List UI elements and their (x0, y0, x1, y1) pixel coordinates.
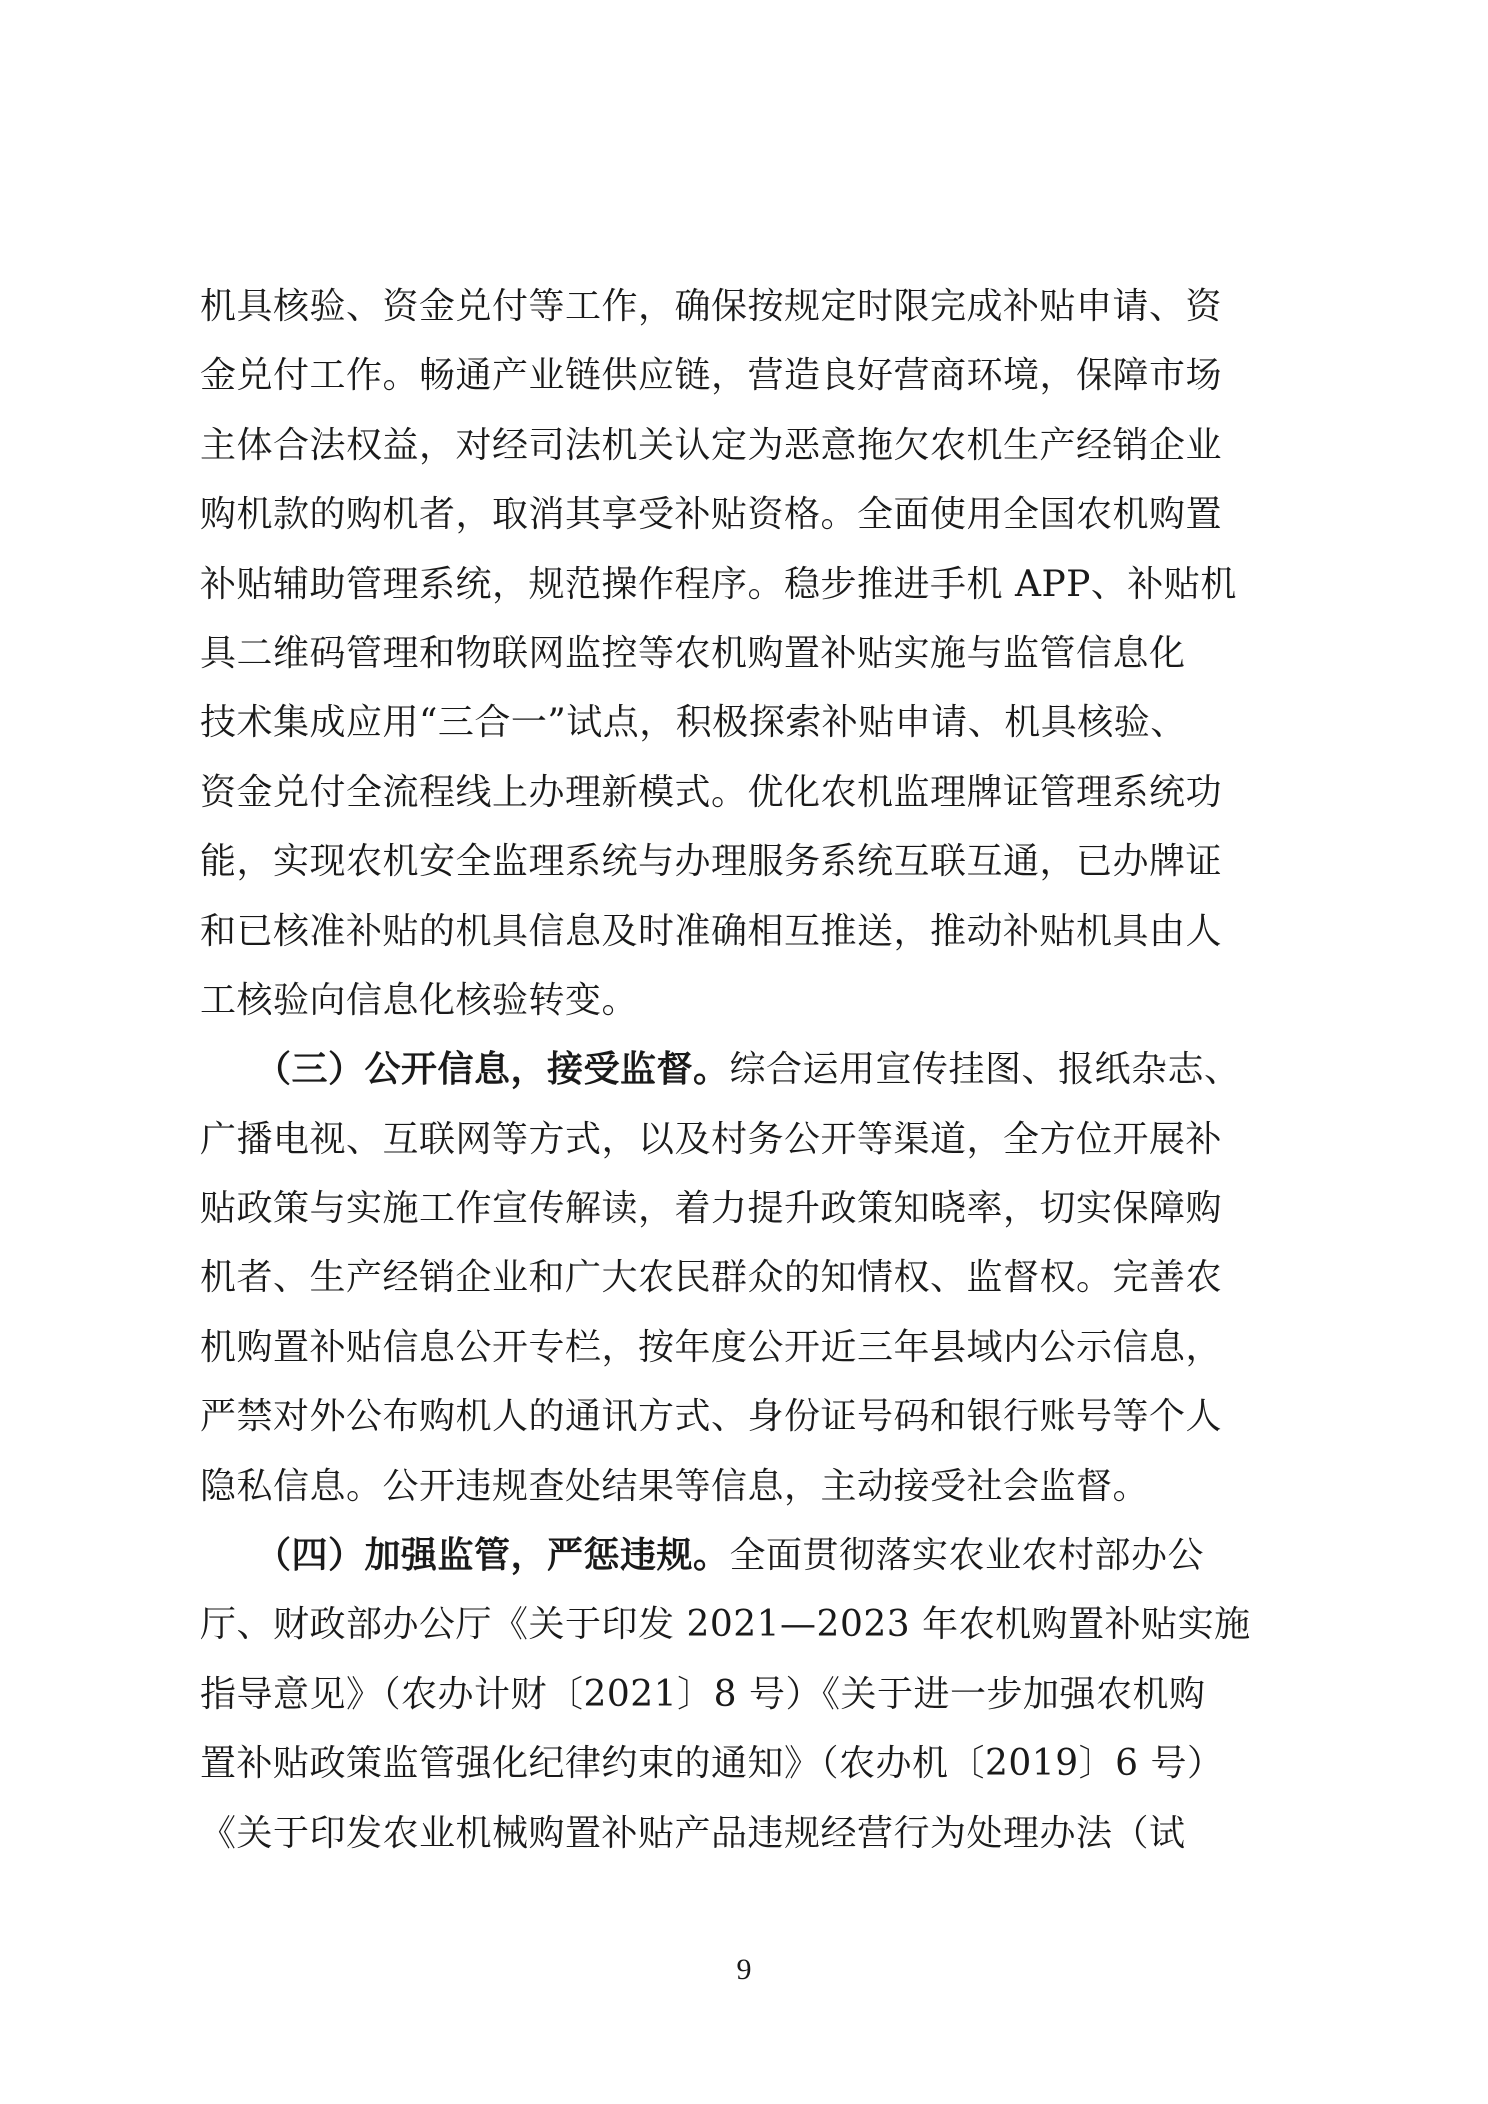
text-line (200, 1521, 1310, 1590)
text-line (200, 411, 1310, 480)
text-line (200, 827, 1310, 896)
text-line (200, 1660, 1310, 1729)
text-line (200, 1729, 1310, 1798)
text-line (200, 550, 1310, 619)
text-line (200, 341, 1310, 410)
line-text: 机购置补贴信息公开专栏，按年度公开近三年县域内公示信息， (200, 1326, 1223, 1368)
line-text: 厅、财政部办公厅《关于印发 2021—2023 年农机购置补贴实施 (200, 1604, 1251, 1646)
line-text: 全面贯彻落实农业农村部办公 (729, 1535, 1205, 1577)
line-text: 《关于印发农业机械购置补贴产品违规经营行为处理办法（试 (200, 1812, 1186, 1854)
line-text: 综合运用宣传挂图、报纸杂志、 (729, 1049, 1241, 1091)
text-line (200, 1452, 1310, 1521)
line-text: 广播电视、互联网等方式，以及村务公开等渠道，全方位开展补 (200, 1118, 1223, 1160)
line-text: 机者、生产经销企业和广大农民群众的知情权、监督权。完善农 (200, 1257, 1223, 1299)
text-line (200, 1313, 1310, 1382)
text-line (200, 1382, 1310, 1451)
text-line (200, 1590, 1310, 1659)
text-line (200, 619, 1310, 688)
text-line (200, 272, 1310, 341)
line-text: 置补贴政策监管强化纪律约束的通知》（农办机〔2019〕6 号） (200, 1743, 1224, 1785)
line-text: 和已核准补贴的机具信息及时准确相互推送，推动补贴机具由人 (200, 910, 1223, 952)
text-line (200, 1035, 1310, 1104)
text-line (200, 758, 1310, 827)
text-line (200, 1174, 1310, 1243)
line-text: 能，实现农机安全监理系统与办理服务系统互联互通，已办牌证 (200, 841, 1223, 883)
text-line (200, 897, 1310, 966)
line-text: 工核验向信息化核验转变。 (200, 979, 639, 1021)
body-text (200, 272, 1310, 1868)
line-text: 金兑付工作。畅通产业链供应链，营造良好营商环境，保障市场 (200, 355, 1223, 397)
text-line (200, 1105, 1310, 1174)
line-text: 指导意见》（农办计财〔2021〕8 号）《关于进一步加强农机购 (200, 1673, 1206, 1715)
line-text: 隐私信息。公开违规查处结果等信息，主动接受社会监督。 (200, 1465, 1150, 1507)
line-text: 机具核验、资金兑付等工作，确保按规定时限完成补贴申请、资 (200, 286, 1223, 327)
section-heading: （四）加强监管，严惩违规。 (200, 1534, 730, 1577)
line-text: 技术集成应用“三合一”试点，积极探索补贴申请、机具核验、 (200, 702, 1187, 744)
page-number: 9 (736, 1953, 752, 1986)
line-text: 主体合法权益，对经司法机关认定为恶意拖欠农机生产经销企业 (200, 424, 1223, 466)
line-text: 严禁对外公布购机人的通讯方式、身份证号码和银行账号等个人 (200, 1396, 1223, 1438)
line-text: 贴政策与实施工作宣传解读，着力提升政策知晓率，切实保障购 (200, 1188, 1223, 1230)
section-heading: （三）公开信息，接受监督。 (200, 1048, 730, 1091)
line-text: 资金兑付全流程线上办理新模式。优化农机监理牌证管理系统功 (200, 771, 1223, 813)
text-line (200, 480, 1310, 549)
text-line (200, 1243, 1310, 1312)
text-line (200, 1799, 1310, 1868)
line-text: 具二维码管理和物联网监控等农机购置补贴实施与监管信息化 (200, 632, 1186, 674)
line-text: 购机款的购机者，取消其享受补贴资格。全面使用全国农机购置 (200, 494, 1223, 536)
text-line (200, 688, 1310, 757)
line-text: 补贴辅助管理系统，规范操作程序。稳步推进手机 APP、补贴机 (200, 563, 1237, 605)
text-line (200, 966, 1310, 1035)
